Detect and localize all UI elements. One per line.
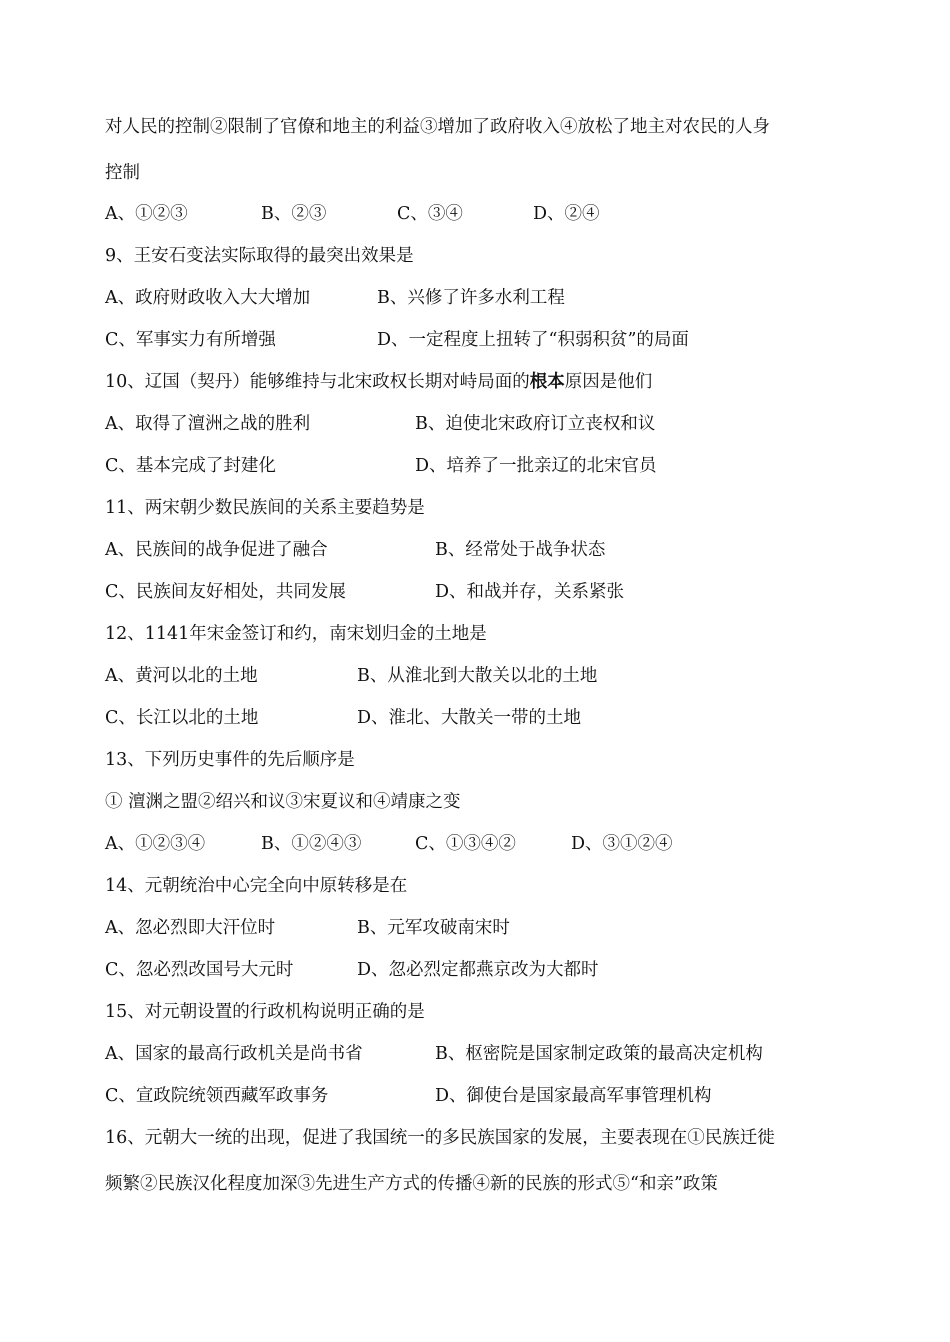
- q8-continuation-line-1: 对人民的控制②限制了官僚和地主的利益③增加了政府收入④放松了地主对农民的人身: [105, 117, 770, 137]
- q10-option-a: A、取得了澶洲之战的胜利: [105, 414, 311, 434]
- q13-option-c: C、①③④②: [415, 834, 516, 854]
- q11-option-c: C、民族间友好相处，共同发展: [105, 582, 346, 602]
- q8-option-d: D、②④: [533, 204, 600, 224]
- q11-option-d: D、和战并存，关系紧张: [435, 582, 625, 602]
- q11-stem: 11、两宋朝少数民族间的关系主要趋势是: [105, 498, 425, 518]
- q9-option-b: B、兴修了许多水利工程: [377, 288, 565, 308]
- q9-stem: 9、王安石变法实际取得的最突出效果是: [105, 246, 414, 266]
- q9-option-d: D、一定程度上扭转了“积弱积贫”的局面: [377, 330, 689, 350]
- q13-option-b: B、①②④③: [261, 834, 362, 854]
- q10-stem: [105, 370, 652, 394]
- q10-stem-emphasis: 根本: [529, 372, 565, 392]
- q15-stem: 15、对元朝设置的行政机构说明正确的是: [105, 1002, 425, 1022]
- q8-continuation-line-2: 控制: [105, 163, 140, 183]
- q8-option-a: A、①②③: [105, 204, 188, 224]
- q10-option-c: C、基本完成了封建化: [105, 456, 276, 476]
- q10-stem-suffix: 原因是他们: [564, 372, 653, 392]
- q14-option-b: B、元军攻破南宋时: [357, 918, 510, 938]
- q13-option-d: D、③①②④: [571, 834, 673, 854]
- q10-option-b: B、迫使北宋政府订立丧权和议: [415, 414, 656, 434]
- q10-option-d: D、培养了一批亲辽的北宋官员: [415, 456, 657, 476]
- q14-option-d: D、忽必烈定都燕京改为大都时: [357, 960, 599, 980]
- q13-event-list: ① 澶渊之盟②绍兴和议③宋夏议和④靖康之变: [105, 792, 461, 812]
- q12-option-c: C、长江以北的土地: [105, 708, 259, 728]
- q14-option-c: C、忽必烈改国号大元时: [105, 960, 294, 980]
- q15-option-b: B、枢密院是国家制定政策的最高决定机构: [435, 1044, 763, 1064]
- q12-option-b: B、从淮北到大散关以北的土地: [357, 666, 598, 686]
- q9-option-a: A、政府财政收入大大增加: [105, 288, 311, 308]
- q8-option-b: B、②③: [261, 204, 327, 224]
- q12-option-d: D、淮北、大散关一带的土地: [357, 708, 582, 728]
- q16-stem-continuation: 频繁②民族汉化程度加深③先进生产方式的传播④新的民族的形式⑤“和亲”政策: [105, 1174, 718, 1194]
- q12-stem: 12、1141年宋金签订和约，南宋划归金的土地是: [105, 624, 487, 644]
- q14-stem: 14、元朝统治中心完全向中原转移是在: [105, 876, 408, 896]
- q14-option-a: A、忽必烈即大汗位时: [105, 918, 276, 938]
- q13-stem: 13、下列历史事件的先后顺序是: [105, 750, 355, 770]
- q13-option-a: A、①②③④: [105, 834, 206, 854]
- q16-stem: 16、元朝大一统的出现，促进了我国统一的多民族国家的发展，主要表现在①民族迁徙: [105, 1128, 775, 1148]
- q15-option-a: A、国家的最高行政机关是尚书省: [105, 1044, 363, 1064]
- q15-option-d: D、御使台是国家最高军事管理机构: [435, 1086, 712, 1106]
- q12-option-a: A、黄河以北的土地: [105, 666, 258, 686]
- q11-option-b: B、经常处于战争状态: [435, 540, 606, 560]
- q8-option-c: C、③④: [397, 204, 463, 224]
- q10-stem-prefix: 10、辽国（契丹）能够维持与北宋政权长期对峙局面的: [105, 372, 530, 392]
- q11-option-a: A、民族间的战争促进了融合: [105, 540, 328, 560]
- q9-option-c: C、军事实力有所增强: [105, 330, 276, 350]
- q15-option-c: C、宣政院统领西藏军政事务: [105, 1086, 329, 1106]
